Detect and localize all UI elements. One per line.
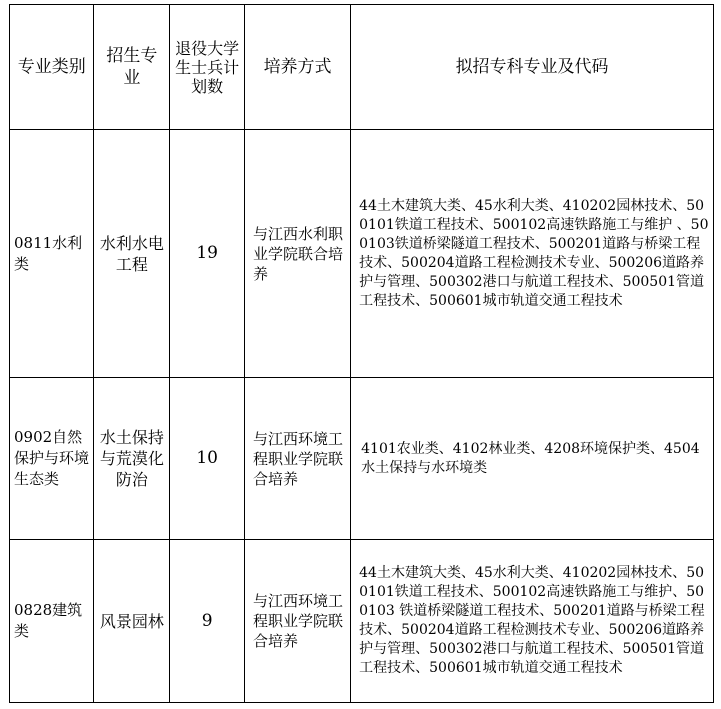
cell-major: 水利水电工程 xyxy=(94,130,170,378)
cell-category: 0902自然保护与环境生态类 xyxy=(10,378,94,540)
cell-training: 与江西水利职业学院联合培养 xyxy=(245,130,351,378)
cell-category: 0811水利类 xyxy=(10,130,94,378)
cell-category: 0828建筑类 xyxy=(10,540,94,703)
table-row xyxy=(10,540,714,703)
header-major: 招生专业 xyxy=(94,5,170,130)
cell-codes: 44土木建筑大类、45水利大类、410202园林技术、500101铁道工程技术、500102高速铁路施工与维护 、500103铁道桥梁隧道工程技术、500201道路与桥梁工程技术、500204道路工程检测技术专业、500206道路养护与管理、500302港口与航道工程技术、500501管道工程技术、500601城市轨道交通工程技术 xyxy=(351,130,714,378)
table-row xyxy=(10,378,714,540)
cell-quota: 19 xyxy=(170,130,245,378)
cell-training: 与江西环境工程职业学院联合培养 xyxy=(245,540,351,703)
cell-training: 与江西环境工程职业学院联合培养 xyxy=(245,378,351,540)
enrollment-plan-table xyxy=(9,4,714,703)
cell-major: 风景园林 xyxy=(94,540,170,703)
header-codes: 拟招专科专业及代码 xyxy=(351,5,714,130)
cell-major: 水土保持与荒漠化防治 xyxy=(94,378,170,540)
cell-quota: 9 xyxy=(170,540,245,703)
header-category: 专业类别 xyxy=(10,5,94,130)
cell-codes: 44土木建筑大类、45水利大类、410202园林技术、500101铁道工程技术、500102高速铁路施工与维护、500103 铁道桥梁隧道工程技术、500201道路与桥梁工程技术、500204道路工程检测技术专业、500206道路养护与管理、500302港口与航道工程技术、500501管道工程技术、500601城市轨道交通工程技术 xyxy=(351,540,714,703)
cell-quota: 10 xyxy=(170,378,245,540)
header-quota: 退役大学生士兵计划数 xyxy=(170,5,245,130)
cell-codes: 4101农业类、4102林业类、4208环境保护类、4504 水土保持与水环境类 xyxy=(351,378,714,540)
header-training: 培养方式 xyxy=(245,5,351,130)
table-row xyxy=(10,130,714,378)
table-header-row xyxy=(10,5,714,130)
